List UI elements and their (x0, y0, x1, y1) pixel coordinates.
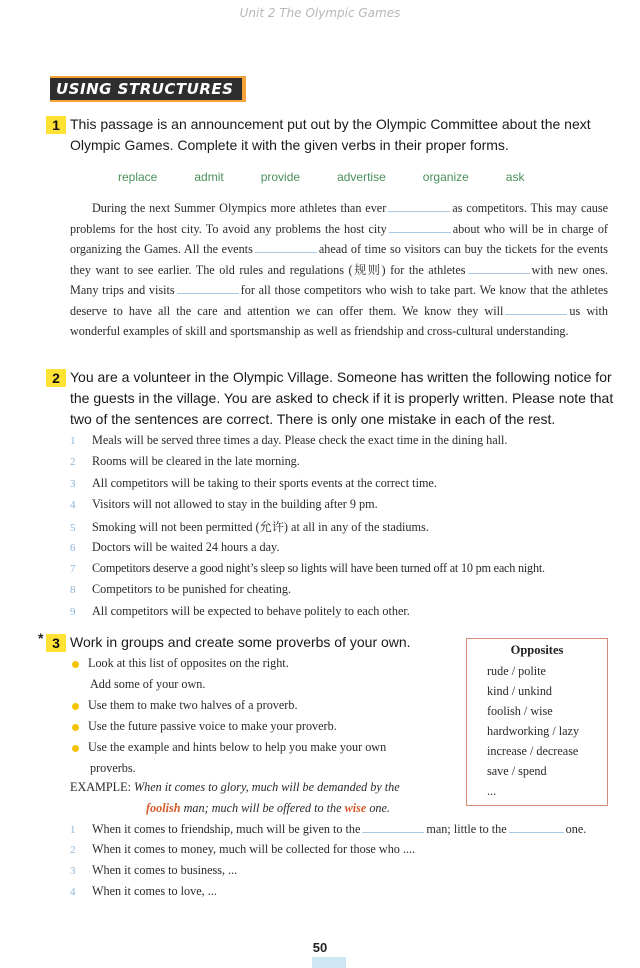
example-line-1: EXAMPLE: When it comes to glory, much will be demanded by the (70, 780, 400, 794)
list-item: 2 Rooms will be cleared in the late morning. (70, 454, 300, 468)
exercise-2-instructions (70, 367, 613, 430)
page-number-tab (312, 957, 346, 968)
list-item: 1 Meals will be served three times a day. Please check the exact time in the dining hall. (70, 433, 508, 447)
opposite-pair: ... (487, 784, 497, 798)
blank-6[interactable] (505, 303, 567, 315)
bullet-item: Look at this list of opposites on the right. (72, 656, 289, 671)
proverb-item: 2 When it comes to money, much will be collected for those who .... (70, 842, 416, 856)
instruction-line: Olympic Games. Complete it with the given verbs in their proper forms. (70, 137, 509, 153)
opposite-pair: rude / polite (487, 664, 546, 678)
verb-item: ask (505, 170, 525, 184)
proverb-blank-1[interactable] (362, 821, 424, 833)
announcement-passage: During the next Summer Olympics more athletes than ever as competitors. This may cause problems for the host city. To avoid any problems the host city about who will be in charge of organizing the Games. All the events ahead of time so visitors can buy the tickets for the events they want to see earlier. The old rules and regulations (规则) for the athletes with new ones. Many trips and visits for all those competitors who wish to take part. We know that the athletes deserve to have all the care and attention we can offer them. We know they will us with wonderful examples of skill and sportsmanship as well as friendship and cross-cultural understanding. (70, 201, 609, 338)
proverb-item: 1 When it comes to friendship, much will be given to the man; little to the one. (70, 822, 587, 836)
blank-3[interactable] (255, 241, 317, 253)
exercise-3-instructions: Work in groups and create some proverbs of your own. (70, 634, 411, 650)
proverb-item: 3 When it comes to business, ... (70, 863, 238, 877)
exercise-number-2: 2 (46, 369, 66, 387)
list-item: 8 Competitors to be punished for cheating. (70, 582, 292, 596)
verb-item: provide (260, 170, 301, 184)
list-item: 5 Smoking will not been permitted (允许) at all in any of the stadiums. (70, 520, 429, 534)
list-item: 3 All competitors will be taking to their sports events at the correct time. (70, 476, 437, 490)
opposite-pair: save / spend (487, 764, 547, 778)
box-title: Opposites (510, 643, 564, 657)
list-item: 9 All competitors will be expected to behave politely to each other. (70, 604, 410, 618)
list-item: 4 Visitors will not allowed to stay in the building after 9 pm. (70, 497, 378, 511)
section-banner: USING STRUCTURES (50, 78, 242, 100)
verb-item: organize (422, 170, 469, 184)
instruction-line: This passage is an announcement put out by the Olympic Committee about the next (70, 116, 591, 132)
blank-5[interactable] (177, 282, 239, 294)
exercise-number-3: 3 (46, 634, 66, 652)
blank-1[interactable] (388, 200, 450, 212)
bullet-item: Use the example and hints below to help you make your own (72, 740, 386, 755)
verb-item: advertise (337, 170, 386, 184)
opposite-pair: increase / decrease (487, 744, 579, 758)
list-item: 6 Doctors will be waited 24 hours a day. (70, 540, 280, 554)
optional-star: * (38, 630, 44, 646)
blank-2[interactable] (389, 221, 451, 233)
verb-item: replace (118, 170, 158, 184)
running-header: Unit 2 The Olympic Games (239, 6, 401, 20)
list-item: 7 Competitors deserve a good night’s sleep so lights will have been turned off at 10 pm each night. (70, 561, 545, 575)
verb-list (118, 170, 561, 184)
page-number: 50 (312, 940, 328, 955)
opposite-pair: foolish / wise (487, 704, 553, 718)
bullet-icon (72, 661, 79, 668)
opposites-box (466, 638, 608, 806)
bullet-icon (72, 724, 79, 731)
bullet-item: Use the future passive voice to make your proverb. (72, 719, 337, 734)
bullet-item: Use them to make two halves of a proverb. (72, 698, 298, 713)
bullet-item-continued: Add some of your own. (90, 677, 206, 691)
instruction-line: You are a volunteer in the Olympic Village. Someone has written the following notice for (70, 369, 612, 385)
instruction-line: the guests in the village. You are asked to check if it is properly written. Please note that (70, 390, 614, 406)
opposite-pair: kind / unkind (487, 684, 553, 698)
bullet-item-continued: proverbs. (90, 761, 136, 775)
proverb-blank-2[interactable] (509, 821, 564, 833)
instruction-line: two of the sentences are correct. There is only one mistake in each of the rest. (70, 411, 556, 427)
example-line-2: foolish man; much will be offered to the wise one. (146, 801, 390, 815)
blank-4[interactable] (468, 262, 530, 274)
exercise-number-1: 1 (46, 116, 66, 134)
bullet-icon (72, 745, 79, 752)
verb-item: admit (194, 170, 224, 184)
bullet-icon (72, 703, 79, 710)
exercise-1-instructions (70, 114, 591, 156)
opposite-pair: hardworking / lazy (487, 724, 580, 738)
proverb-item: 4 When it comes to love, ... (70, 884, 217, 898)
